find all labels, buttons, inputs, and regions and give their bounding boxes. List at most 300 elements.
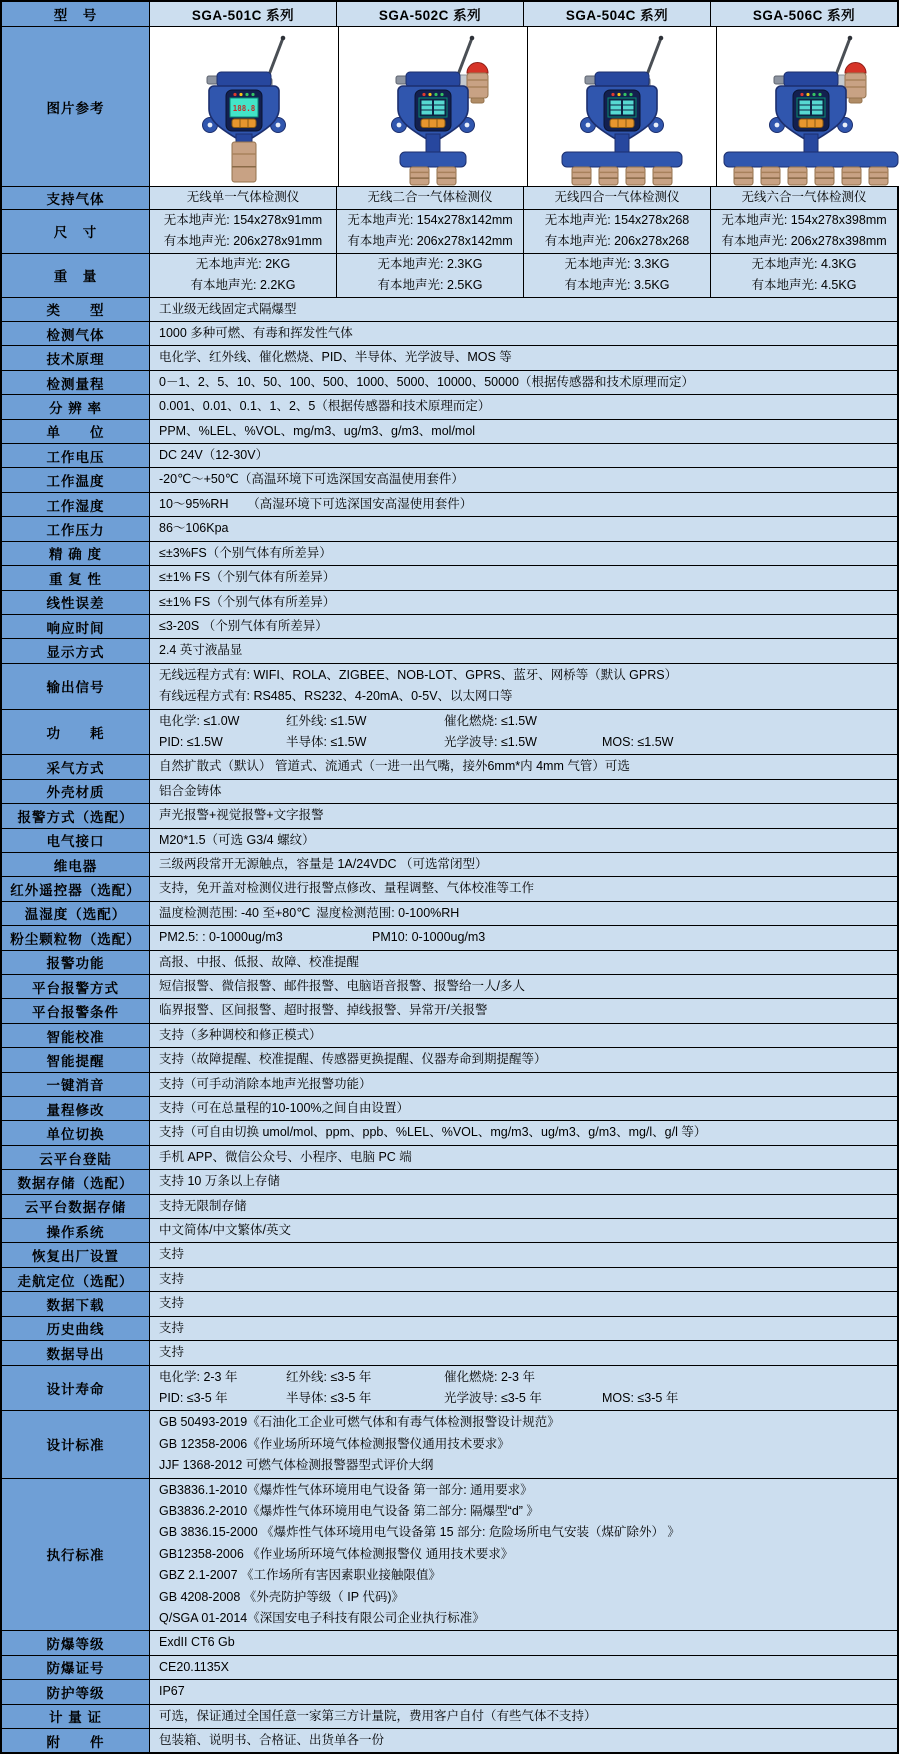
value-text: M20*1.5（可选 G3/4 螺纹） <box>159 832 315 847</box>
row-label-principle: 技术原理 <box>2 346 150 369</box>
value-cell-factory-reset <box>150 1243 897 1266</box>
sensor-head <box>232 142 256 182</box>
row-label-display: 显示方式 <box>2 639 150 662</box>
row-label-data-export: 数据导出 <box>2 1341 150 1364</box>
value-text: 1000 多种可燃、有毒和挥发性气体 <box>159 326 353 341</box>
sensor-head <box>734 167 753 185</box>
value-text: -20℃～+50℃（高温环境下可选深国安高温使用套件） <box>159 472 464 487</box>
value-cell-smart-reminder <box>150 1048 897 1071</box>
value-text: GB3836.2-2010《爆炸性气体环境用电气设备 第二部分: 隔爆型“d” 》 <box>159 1503 539 1518</box>
value-text: 无线单一气体检测仪 <box>186 190 300 205</box>
spec-row-repeatability <box>2 566 897 590</box>
spec-row-temperature <box>2 468 897 492</box>
row-label-repeatability: 重 复 性 <box>2 566 150 589</box>
row-label-resolution: 分 辨 率 <box>2 395 150 418</box>
spec-row-metrology-cert <box>2 1705 897 1729</box>
header-row <box>2 2 897 27</box>
value-text: 无本地声光: 4.3KG <box>751 256 857 271</box>
value-text: 支持（可手动消除本地声光报警功能） <box>159 1076 372 1091</box>
row-label-ip-rating: 防护等级 <box>2 1680 150 1703</box>
sensor-head <box>437 167 456 185</box>
value-cell-range-modify <box>150 1097 897 1120</box>
value-cell-design-life <box>150 1366 897 1411</box>
row-label-unit: 单 位 <box>2 420 150 443</box>
value-text: 中文简体/中文繁体/英文 <box>159 1223 291 1238</box>
svg-text:188.8: 188.8 <box>232 103 256 113</box>
spec-row-alarm-mode <box>2 804 897 828</box>
spec-row-platform-alarm-mode <box>2 975 897 999</box>
value-segment: 催化燃烧: ≤1.5W <box>444 713 537 728</box>
value-cell-pressure <box>150 517 897 540</box>
value-text: 支持 <box>159 1320 185 1335</box>
spec-row-accessories <box>2 1729 897 1752</box>
value-text: 铝合金铸体 <box>159 783 222 798</box>
model-name-sga-502c: SGA-502C 系列 <box>336 2 523 26</box>
value-text: 支持无限制存储 <box>159 1198 247 1213</box>
value-segment: PM10: 0-1000ug/m3 <box>372 930 486 945</box>
value-text: ExdII CT6 Gb <box>159 1635 235 1650</box>
value-cell-weight-2 <box>523 254 710 297</box>
value-text: DC 24V（12-30V） <box>159 448 269 463</box>
row-label-unit-switch: 单位切换 <box>2 1121 150 1144</box>
spec-row-history-curve <box>2 1317 897 1341</box>
value-cell-dust <box>150 926 897 949</box>
spec-row-design-life <box>2 1366 897 1412</box>
value-text: 可选，保证通过全国任意一家第三方计量院，费用客户自付（有些气体不支持） <box>159 1708 597 1723</box>
spec-row-housing <box>2 780 897 804</box>
row-label-response-time: 响应时间 <box>2 615 150 638</box>
value-cell-dimensions-0 <box>150 210 336 253</box>
spec-row-output-signal <box>2 664 897 710</box>
value-text: GBZ 2.1-2007 《工作场所有害因素职业接触限值》 <box>159 1568 441 1583</box>
value-text: 2.4 英寸液晶显 <box>159 643 243 658</box>
row-label-platform-alarm-condition: 平台报警条件 <box>2 999 150 1022</box>
value-cell-detected-gas <box>150 322 897 345</box>
value-text: GB 50493-2019《石油化工企业可燃气体和有毒气体检测报警设计规范》 <box>159 1415 560 1430</box>
value-text: GB 4208-2008 《外壳防护等级（ IP 代码)》 <box>159 1589 404 1604</box>
spec-row-factory-reset <box>2 1243 897 1267</box>
sensor-head <box>599 167 618 185</box>
spec-row-cloud-storage <box>2 1195 897 1219</box>
spec-rows <box>2 187 897 1752</box>
value-text: 高报、中报、低报、故障、校准提醒 <box>159 954 360 969</box>
row-label-explosion-cert: 防爆证号 <box>2 1656 150 1679</box>
value-cell-explosion-cert <box>150 1656 897 1679</box>
sensor-head <box>653 167 672 185</box>
row-label-support-gas: 支持气体 <box>2 187 150 209</box>
row-label-power: 功 耗 <box>2 710 150 755</box>
manifold <box>400 152 466 167</box>
row-label-temp-humidity: 温湿度（选配） <box>2 902 150 925</box>
value-segment: 半导体: ≤3-5 年 <box>286 1390 372 1405</box>
stem <box>426 134 440 154</box>
spec-row-pressure <box>2 517 897 541</box>
value-segment: MOS: ≤1.5W <box>602 734 674 749</box>
stem <box>615 134 629 154</box>
spec-row-relay <box>2 853 897 877</box>
spec-row-principle <box>2 346 897 370</box>
value-text: 三级两段常开无源触点，容量是 1A/24VDC （可选常闭型） <box>159 856 488 871</box>
value-segment: 温度检测范围: -40 至+80℃ <box>159 905 311 920</box>
value-cell-navigation <box>150 1268 897 1291</box>
value-text: 无本地声光: 2KG <box>195 256 291 271</box>
row-label-linearity: 线性误差 <box>2 591 150 614</box>
row-label-smart-reminder: 智能提醒 <box>2 1048 150 1071</box>
spec-row-temp-humidity <box>2 902 897 926</box>
spec-row-cloud-login <box>2 1146 897 1170</box>
spec-row-resolution <box>2 395 897 419</box>
value-cell-smart-calibration <box>150 1024 897 1047</box>
value-text: 有本地声光: 206x278x142mm <box>347 234 513 249</box>
value-text: 支持，免开盖对检测仪进行报警点修改、量程调整、气体校准等工作 <box>159 881 535 896</box>
value-text: 手机 APP、微信公众号、小程序、电脑 PC 端 <box>159 1149 412 1164</box>
value-text: 声光报警+视觉报警+文字报警 <box>159 808 324 823</box>
value-text: 电化学、红外线、催化燃烧、PID、半导体、光学波导、MOS 等 <box>159 350 512 365</box>
value-text: 支持 <box>159 1345 185 1360</box>
sensor-head <box>410 167 429 185</box>
value-text: 无本地声光: 154x278x268 <box>544 213 690 227</box>
value-cell-mute <box>150 1073 897 1096</box>
sensor-head <box>572 167 591 185</box>
spec-row-dust <box>2 926 897 950</box>
value-cell-cloud-login <box>150 1146 897 1169</box>
value-cell-platform-alarm-mode <box>150 975 897 998</box>
row-label-type: 类 型 <box>2 298 150 321</box>
value-text: 无线远程方式有: WIFI、ROLA、ZIGBEE、NOB-LOT、GPRS、蓝牙、网桥等（默认 GPRS） <box>159 667 678 682</box>
value-cell-support-gas-2 <box>523 187 710 209</box>
row-label-range: 检测量程 <box>2 371 150 394</box>
manifold <box>562 152 682 167</box>
value-cell-range <box>150 371 897 394</box>
device-image-sga-506c <box>716 27 899 186</box>
value-cell-support-gas-1 <box>336 187 523 209</box>
spec-row-unit <box>2 420 897 444</box>
spec-row-display <box>2 639 897 663</box>
keypad <box>799 119 823 128</box>
row-label-weight: 重 量 <box>2 254 150 297</box>
value-cell-accuracy <box>150 542 897 565</box>
spec-row-smart-calibration <box>2 1024 897 1048</box>
value-segment: PM2.5: : 0-1000ug/m3 <box>159 930 283 945</box>
value-segment: PID: ≤1.5W <box>159 734 223 749</box>
value-cell-housing <box>150 780 897 803</box>
sensor-head <box>761 167 780 185</box>
value-text: 临界报警、区间报警、超时报警、掉线报警、异常开/关报警 <box>159 1003 488 1018</box>
value-cell-os <box>150 1219 897 1242</box>
value-cell-temperature <box>150 468 897 491</box>
row-label-temperature: 工作温度 <box>2 468 150 491</box>
row-label-os: 操作系统 <box>2 1219 150 1242</box>
sensor-head <box>869 167 888 185</box>
row-label-execution-standard: 执行标准 <box>2 1479 150 1631</box>
value-text: 有本地声光: 206x278x91mm <box>163 234 323 249</box>
value-cell-execution-standard <box>150 1479 897 1631</box>
value-text: 支持 <box>159 1296 185 1311</box>
spec-row-accuracy <box>2 542 897 566</box>
row-label-explosion-class: 防爆等级 <box>2 1631 150 1654</box>
value-text: GB12358-2006 《作业场所环境气体检测报警仪 通用技术要求》 <box>159 1546 514 1561</box>
row-label-dust: 粉尘颗粒物（选配） <box>2 926 150 949</box>
spec-row-sampling <box>2 755 897 779</box>
value-cell-dimensions-3 <box>710 210 897 253</box>
value-text: 10～95%RH （高湿环境下可选深国安高湿使用套件） <box>159 496 473 511</box>
value-cell-accessories <box>150 1729 897 1752</box>
value-segment: PID: ≤3-5 年 <box>159 1390 228 1405</box>
spec-row-range <box>2 371 897 395</box>
value-text: 无线六合一气体检测仪 <box>741 190 867 205</box>
row-label-alarm-mode: 报警方式（选配） <box>2 804 150 827</box>
value-text: 支持（可在总量程的10-100%之间自由设置） <box>159 1101 410 1116</box>
row-label-alarm-levels: 报警功能 <box>2 951 150 974</box>
value-text: GB 3836.15-2000 《爆炸性气体环境用电气设备第 15 部分: 危险场所电气安装（煤矿除外） 》 <box>159 1525 680 1540</box>
value-text: 有本地声光: 2.5KG <box>377 278 483 293</box>
value-cell-humidity <box>150 493 897 516</box>
value-text: 短信报警、微信报警、邮件报警、电脑语音报警、报警给一人/多人 <box>159 979 525 993</box>
value-text: 0－1、2、5、10、50、100、500、1000、5000、10000、50000（根据传感器和技术原理而定） <box>159 374 694 389</box>
value-cell-linearity <box>150 591 897 614</box>
value-cell-support-gas-3 <box>710 187 897 209</box>
value-cell-cloud-storage <box>150 1195 897 1218</box>
value-cell-data-export <box>150 1341 897 1364</box>
row-label-data-storage: 数据存储（选配） <box>2 1170 150 1193</box>
value-cell-weight-3 <box>710 254 897 297</box>
spec-row-alarm-levels <box>2 951 897 975</box>
row-label-factory-reset: 恢复出厂设置 <box>2 1243 150 1266</box>
value-cell-sampling <box>150 755 897 778</box>
image-reference-row <box>2 27 897 187</box>
sensor-head <box>788 167 807 185</box>
row-label-accessories: 附 件 <box>2 1729 150 1752</box>
keypad <box>421 119 445 128</box>
model-name-sga-506c: SGA-506C 系列 <box>710 2 897 26</box>
row-label-history-curve: 历史曲线 <box>2 1317 150 1340</box>
spec-row-data-storage <box>2 1170 897 1194</box>
row-label-accuracy: 精 确 度 <box>2 542 150 565</box>
value-segment: 电化学: 2-3 年 <box>159 1369 238 1384</box>
value-text: GB 12358-2006《作业场所环境气体检测报警仪通用技术要求》 <box>159 1436 510 1451</box>
value-text: CE20.1135X <box>159 1659 229 1674</box>
row-label-metrology-cert: 计 量 证 <box>2 1705 150 1728</box>
spec-row-power <box>2 710 897 756</box>
value-segment: 红外线: ≤1.5W <box>286 713 367 728</box>
detector-body <box>581 72 664 143</box>
value-cell-dimensions-2 <box>523 210 710 253</box>
image-row-label: 图片参考 <box>2 27 150 186</box>
value-segment: 半导体: ≤1.5W <box>286 734 367 749</box>
keypad <box>232 119 256 128</box>
value-text: 支持 10 万条以上存储 <box>159 1174 280 1189</box>
model-name-sga-504c: SGA-504C 系列 <box>523 2 710 26</box>
row-label-relay: 维电器 <box>2 853 150 876</box>
value-segment: 催化燃烧: 2-3 年 <box>444 1369 535 1384</box>
value-text: ≤3-20S （个别气体有所差异） <box>159 618 328 633</box>
value-cell-support-gas-0 <box>150 187 336 209</box>
value-text: 86～106Kpa <box>159 521 229 536</box>
spec-row-response-time <box>2 615 897 639</box>
spec-row-navigation <box>2 1268 897 1292</box>
value-text: 无线四合一气体检测仪 <box>554 190 680 205</box>
row-label-range-modify: 量程修改 <box>2 1097 150 1120</box>
value-text: 无本地声光: 154x278x91mm <box>163 213 323 227</box>
value-cell-response-time <box>150 615 897 638</box>
row-label-voltage: 工作电压 <box>2 444 150 467</box>
value-cell-platform-alarm-condition <box>150 999 897 1022</box>
spec-row-os <box>2 1219 897 1243</box>
value-segment: 光学波导: ≤3-5 年 <box>444 1390 542 1405</box>
value-cell-alarm-mode <box>150 804 897 827</box>
value-cell-unit <box>150 420 897 443</box>
value-text: 有本地声光: 2.2KG <box>190 278 296 293</box>
value-cell-power <box>150 710 897 755</box>
value-cell-type <box>150 298 897 321</box>
value-cell-history-curve <box>150 1317 897 1340</box>
stem <box>804 134 818 154</box>
manifold <box>724 152 898 167</box>
spec-row-humidity <box>2 493 897 517</box>
spec-row-ip-rating <box>2 1680 897 1704</box>
spec-row-type <box>2 298 897 322</box>
row-label-navigation: 走航定位（选配） <box>2 1268 150 1291</box>
value-cell-alarm-levels <box>150 951 897 974</box>
value-text: 无本地声光: 154x278x398mm <box>721 213 887 227</box>
row-label-detected-gas: 检测气体 <box>2 322 150 345</box>
value-text: 支持 <box>159 1271 185 1286</box>
spec-row-design-standard <box>2 1411 897 1478</box>
row-label-sampling: 采气方式 <box>2 755 150 778</box>
spec-row-execution-standard <box>2 1479 897 1632</box>
value-cell-explosion-class <box>150 1631 897 1654</box>
value-cell-unit-switch <box>150 1121 897 1144</box>
spec-row-dimensions <box>2 210 897 254</box>
spec-row-mute <box>2 1073 897 1097</box>
value-text: IP67 <box>159 1684 185 1699</box>
model-header-label: 型 号 <box>2 2 150 26</box>
value-cell-resolution <box>150 395 897 418</box>
row-label-smart-calibration: 智能校准 <box>2 1024 150 1047</box>
value-text: ≤±1% FS（个别气体有所差异） <box>159 570 336 585</box>
spec-row-explosion-class <box>2 1631 897 1655</box>
row-label-mute: 一键消音 <box>2 1073 150 1096</box>
spec-row-smart-reminder <box>2 1048 897 1072</box>
value-text: 自然扩散式（默认） 管道式、流通式（一进一出气嘴，接外6mm*内 4mm 气管）可选 <box>159 759 630 774</box>
value-text: 有线远程方式有: RS485、RS232、4-20mA、0-5V、以太网口等 <box>159 689 513 704</box>
value-text: 支持（可自由切换 umol/mol、ppm、ppb、%LEL、%VOL、mg/m3、ug/m3、g/m3、mg/l、g/l 等） <box>159 1125 707 1140</box>
sensor-head <box>815 167 834 185</box>
value-cell-weight-1 <box>336 254 523 297</box>
row-label-pressure: 工作压力 <box>2 517 150 540</box>
value-text: 无本地声光: 154x278x142mm <box>347 213 513 227</box>
value-cell-ip-rating <box>150 1680 897 1703</box>
spec-row-support-gas <box>2 187 897 210</box>
value-text: 有本地声光: 4.5KG <box>751 278 857 293</box>
spec-row-unit-switch <box>2 1121 897 1145</box>
value-cell-electrical-interface <box>150 829 897 852</box>
row-label-output-signal: 输出信号 <box>2 664 150 709</box>
value-cell-weight-0 <box>150 254 336 297</box>
value-text: 有本地声光: 206x278x268 <box>544 234 690 249</box>
value-text: GB3836.1-2010《爆炸性气体环境用电气设备 第一部分: 通用要求》 <box>159 1482 533 1497</box>
row-label-cloud-login: 云平台登陆 <box>2 1146 150 1169</box>
value-cell-temp-humidity <box>150 902 897 925</box>
value-text: 支持（多种调校和修正模式） <box>159 1027 322 1042</box>
device-image-sga-501c <box>150 27 338 186</box>
value-text: JJF 1368-2012 可燃气体检测报警器型式评价大纲 <box>159 1458 434 1473</box>
row-label-data-download: 数据下载 <box>2 1292 150 1315</box>
value-text: 无线二合一气体检测仪 <box>367 190 493 205</box>
row-label-humidity: 工作湿度 <box>2 493 150 516</box>
value-segment: MOS: ≤3-5 年 <box>602 1390 679 1405</box>
row-label-design-life: 设计寿命 <box>2 1366 150 1411</box>
spec-row-data-download <box>2 1292 897 1316</box>
value-text: 支持 <box>159 1247 185 1262</box>
keypad <box>610 119 634 128</box>
value-segment: 红外线: ≤3-5 年 <box>286 1369 372 1384</box>
value-cell-voltage <box>150 444 897 467</box>
row-label-cloud-storage: 云平台数据存储 <box>2 1195 150 1218</box>
spec-row-voltage <box>2 444 897 468</box>
value-cell-output-signal <box>150 664 897 709</box>
value-cell-repeatability <box>150 566 897 589</box>
device-image-sga-504c <box>527 27 716 186</box>
spec-row-data-export <box>2 1341 897 1365</box>
value-cell-ir-remote <box>150 877 897 900</box>
value-cell-display <box>150 639 897 662</box>
value-cell-metrology-cert <box>150 1705 897 1728</box>
value-segment: 电化学: ≤1.0W <box>159 713 240 728</box>
value-cell-data-download <box>150 1292 897 1315</box>
row-label-ir-remote: 红外遥控器（选配） <box>2 877 150 900</box>
value-text: PPM、%LEL、%VOL、mg/m3、ug/m3、g/m3、mol/mol <box>159 423 476 438</box>
value-text: ≤±1% FS（个别气体有所差异） <box>159 594 336 609</box>
value-text: Q/SGA 01-2014《深国安电子科技有限公司企业执行标准》 <box>159 1610 485 1625</box>
spec-row-platform-alarm-condition <box>2 999 897 1023</box>
value-cell-relay <box>150 853 897 876</box>
spec-row-weight <box>2 254 897 298</box>
value-text: ≤±3%FS（个别气体有所差异） <box>159 545 332 560</box>
row-label-electrical-interface: 电气接口 <box>2 829 150 852</box>
spec-row-electrical-interface <box>2 829 897 853</box>
value-segment: 光学波导: ≤1.5W <box>444 734 537 749</box>
value-cell-dimensions-1 <box>336 210 523 253</box>
value-text: 支持（故障提醒、校准提醒、传感器更换提醒、仪器寿命到期提醒等） <box>159 1052 547 1067</box>
row-label-housing: 外壳材质 <box>2 780 150 803</box>
spec-row-explosion-cert <box>2 1656 897 1680</box>
spec-row-linearity <box>2 591 897 615</box>
device-images <box>150 27 897 186</box>
model-name-sga-501c: SGA-501C 系列 <box>150 2 336 26</box>
spec-row-range-modify <box>2 1097 897 1121</box>
value-cell-design-standard <box>150 1411 897 1477</box>
value-text: 0.001、0.01、0.1、1、2、5（根据传感器和技术原理而定） <box>159 399 491 414</box>
value-text: 无本地声光: 2.3KG <box>377 256 483 271</box>
device-image-sga-502c <box>338 27 527 186</box>
row-label-design-standard: 设计标准 <box>2 1411 150 1477</box>
value-text: 工业级无线固定式隔爆型 <box>159 301 297 316</box>
model-header-cells <box>150 2 897 26</box>
detector-body <box>203 72 286 143</box>
value-text: 有本地声光: 206x278x398mm <box>721 234 887 249</box>
spec-row-ir-remote <box>2 877 897 901</box>
row-label-dimensions: 尺 寸 <box>2 210 150 253</box>
sensor-head <box>626 167 645 185</box>
value-text: 有本地声光: 3.5KG <box>564 278 670 293</box>
value-cell-data-storage <box>150 1170 897 1193</box>
spec-row-detected-gas <box>2 322 897 346</box>
value-text: 包装箱、说明书、合格证、出货单各一份 <box>159 1733 385 1747</box>
row-label-platform-alarm-mode: 平台报警方式 <box>2 975 150 998</box>
value-cell-principle <box>150 346 897 369</box>
sensor-head <box>842 167 861 185</box>
